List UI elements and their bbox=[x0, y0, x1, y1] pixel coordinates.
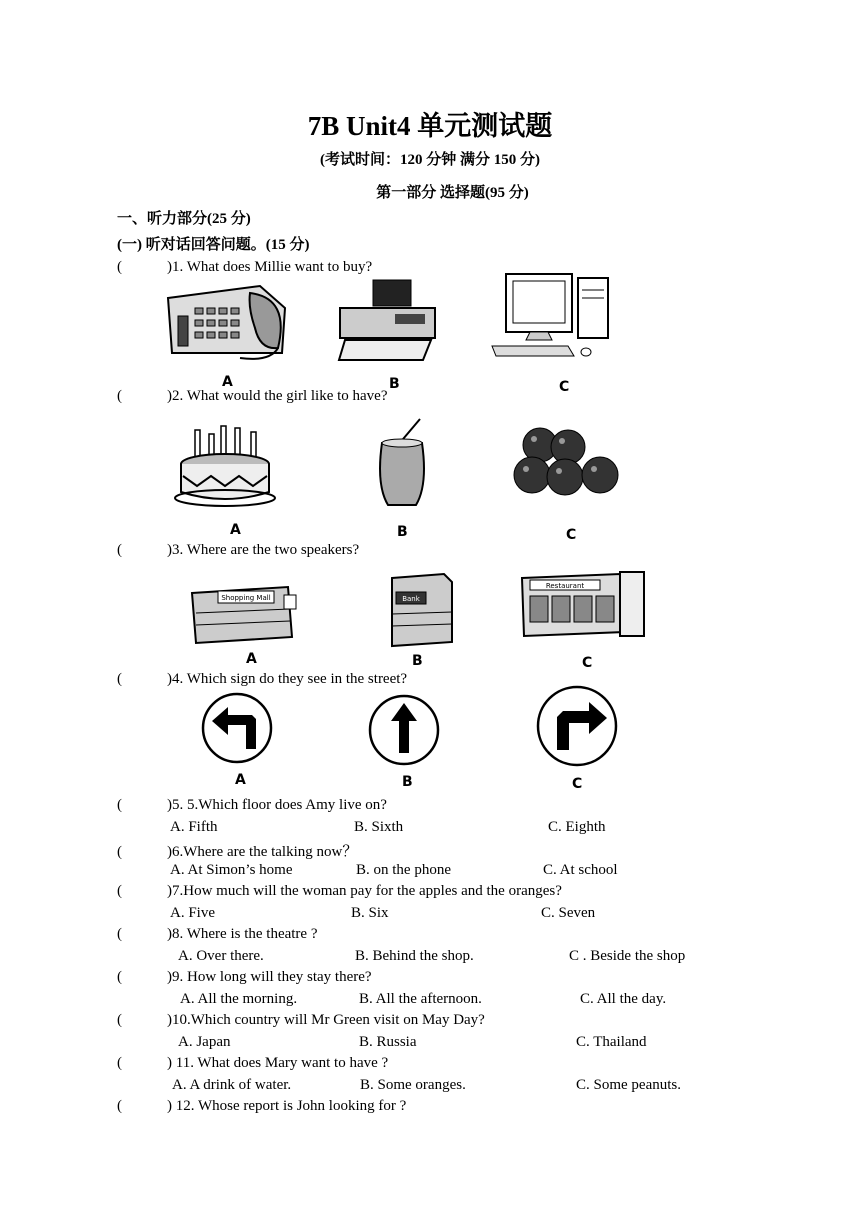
answer-blank[interactable]: ( bbox=[117, 883, 122, 899]
bank-sign: Bank bbox=[402, 595, 420, 603]
question-12 bbox=[117, 1098, 406, 1115]
option-a[interactable]: A. All the morning. bbox=[180, 991, 298, 1007]
answer-blank[interactable]: ( bbox=[117, 671, 122, 687]
juice-glass-icon[interactable] bbox=[370, 415, 435, 510]
question-10 bbox=[117, 1012, 485, 1029]
option-c[interactable]: C. Thailand bbox=[576, 1034, 647, 1050]
option-label: A bbox=[230, 522, 241, 538]
question-3 bbox=[117, 542, 359, 559]
restaurant-sign: Restaurant bbox=[545, 582, 585, 590]
answer-blank[interactable]: ( bbox=[117, 844, 122, 860]
question-text: )9. How long will they stay there? bbox=[167, 969, 372, 985]
question-2 bbox=[117, 388, 388, 405]
question-8 bbox=[117, 926, 317, 943]
computer-icon[interactable] bbox=[490, 272, 615, 360]
option-label: A bbox=[246, 651, 257, 667]
option-b[interactable]: B. Russia bbox=[359, 1034, 417, 1050]
straight-ahead-sign-icon[interactable] bbox=[367, 693, 441, 767]
option-a[interactable]: A. Five bbox=[170, 905, 215, 921]
option-label: C bbox=[566, 527, 577, 543]
question-text: )5. 5.Which floor does Amy live on? bbox=[167, 797, 387, 813]
section-heading-dialogue: (一) 听对话回答问题。(15 分) bbox=[117, 237, 310, 253]
option-label: C bbox=[572, 776, 583, 792]
option-label: B bbox=[389, 376, 400, 392]
telephone-icon[interactable] bbox=[160, 278, 290, 363]
question-text: )6.Where are the talking now？ bbox=[167, 844, 358, 860]
option-a[interactable]: A. Japan bbox=[178, 1034, 231, 1050]
exam-info: (考试时间：120 分钟 满分 150 分) bbox=[320, 152, 540, 168]
option-label: C bbox=[559, 379, 570, 395]
option-a[interactable]: A. A drink of water. bbox=[172, 1077, 292, 1093]
shopping-mall-icon[interactable] bbox=[188, 573, 303, 648]
option-label: B bbox=[402, 774, 413, 790]
answer-blank[interactable]: ( bbox=[117, 1012, 122, 1028]
option-a[interactable]: A. Fifth bbox=[170, 819, 218, 835]
question-text: )8. Where is the theatre ? bbox=[167, 926, 318, 942]
option-c[interactable]: C. Seven bbox=[541, 905, 596, 921]
question-1 bbox=[117, 259, 372, 276]
option-label: C bbox=[582, 655, 593, 671]
option-c[interactable]: C. Some peanuts. bbox=[576, 1077, 681, 1093]
oranges-icon[interactable] bbox=[510, 425, 625, 505]
option-label: A bbox=[235, 772, 246, 788]
option-a[interactable]: A. At Simon’s home bbox=[170, 862, 293, 878]
option-label: A bbox=[222, 374, 233, 390]
part-heading: 第一部分 选择题(95 分) bbox=[376, 185, 529, 201]
page-title: 7B Unit4 单元测试题 bbox=[307, 111, 553, 141]
answer-blank[interactable]: ( bbox=[117, 1055, 122, 1071]
question-text: )1. What does Millie want to buy? bbox=[167, 259, 373, 275]
answer-blank[interactable]: ( bbox=[117, 388, 122, 404]
question-text: )4. Which sign do they see in the street? bbox=[167, 671, 408, 687]
option-c[interactable]: C . Beside the shop bbox=[569, 948, 686, 964]
answer-blank[interactable]: ( bbox=[117, 797, 122, 813]
answer-blank[interactable]: ( bbox=[117, 1098, 122, 1114]
option-c[interactable]: C. All the day. bbox=[580, 991, 667, 1007]
option-b[interactable]: B. All the afternoon. bbox=[359, 991, 482, 1007]
turn-left-sign-icon[interactable] bbox=[200, 691, 274, 765]
turn-right-sign-icon[interactable] bbox=[535, 684, 619, 768]
birthday-cake-icon[interactable] bbox=[173, 420, 278, 508]
option-b[interactable]: B. on the phone bbox=[356, 862, 451, 878]
answer-blank[interactable]: ( bbox=[117, 259, 122, 275]
answer-blank[interactable]: ( bbox=[117, 926, 122, 942]
question-9 bbox=[117, 969, 372, 986]
answer-blank[interactable]: ( bbox=[117, 969, 122, 985]
option-a[interactable]: A. Over there. bbox=[178, 948, 264, 964]
question-6 bbox=[117, 840, 357, 861]
option-b[interactable]: B. Sixth bbox=[354, 819, 404, 835]
option-c[interactable]: C. At school bbox=[543, 862, 618, 878]
bank-icon[interactable] bbox=[382, 568, 457, 648]
option-c[interactable]: C. Eighth bbox=[548, 819, 606, 835]
mall-sign: Shopping Mall bbox=[221, 594, 271, 602]
option-b[interactable]: B. Behind the shop. bbox=[355, 948, 474, 964]
question-text: )10.Which country will Mr Green visit on May Day? bbox=[167, 1012, 485, 1028]
question-7 bbox=[117, 883, 562, 900]
question-text: ) 12. Whose report is John looking for ? bbox=[167, 1098, 407, 1114]
question-text: ) 11. What does Mary want to have ? bbox=[167, 1055, 389, 1071]
question-11 bbox=[117, 1055, 388, 1072]
restaurant-icon[interactable] bbox=[520, 570, 648, 640]
section-heading-listening: 一、听力部分(25 分) bbox=[117, 211, 251, 227]
question-4 bbox=[117, 671, 407, 688]
question-text: )7.How much will the woman pay for the apples and the oranges? bbox=[167, 883, 562, 899]
question-text: )2. What would the girl like to have? bbox=[167, 388, 388, 404]
answer-blank[interactable]: ( bbox=[117, 542, 122, 558]
question-text: )3. Where are the two speakers? bbox=[167, 542, 360, 558]
option-label: B bbox=[412, 653, 423, 669]
option-b[interactable]: B. Six bbox=[351, 905, 389, 921]
option-label: B bbox=[397, 524, 408, 540]
option-b[interactable]: B. Some oranges. bbox=[360, 1077, 466, 1093]
question-5 bbox=[117, 797, 387, 814]
printer-icon[interactable] bbox=[335, 278, 440, 363]
